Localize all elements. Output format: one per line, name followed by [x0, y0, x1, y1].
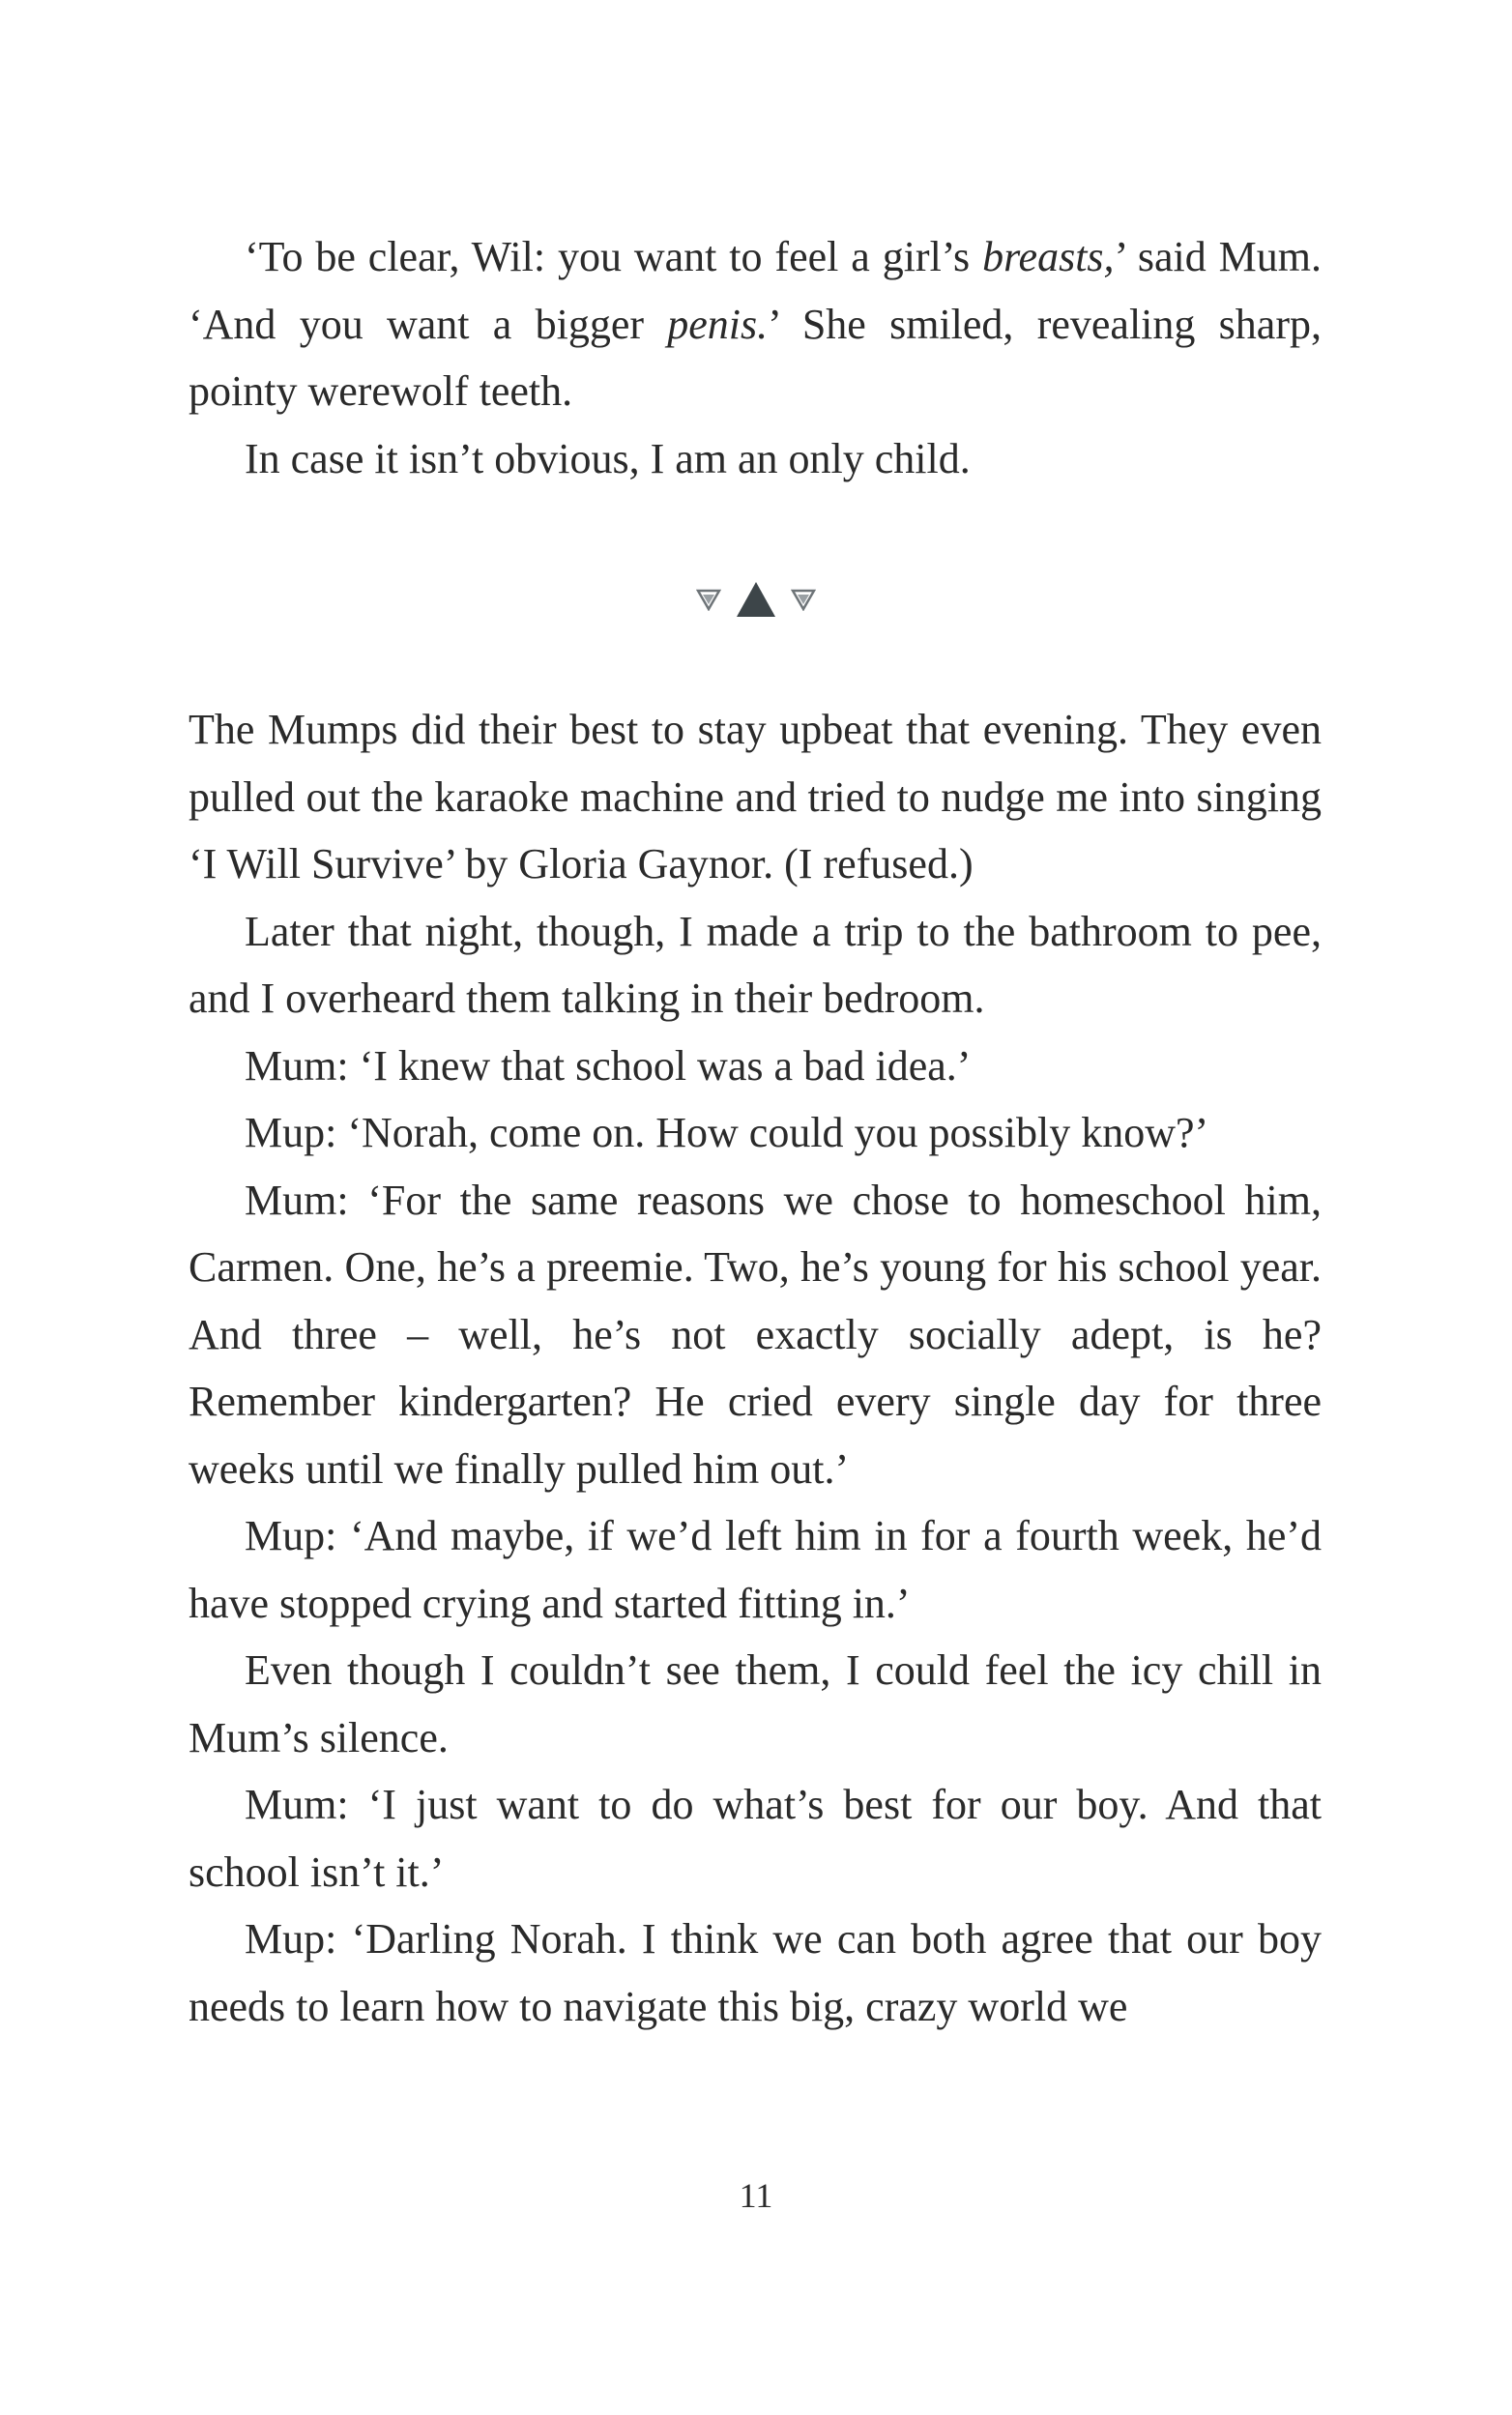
- paragraph-dialogue: [189, 223, 1322, 425]
- italic-text-run: breasts,: [982, 233, 1115, 280]
- paragraph: Later that night, though, I made a trip to the bathroom to pee, and I overheard them talking in their bedroom.: [189, 907, 1322, 1022]
- paragraph-dialogue: Mup: ‘And maybe, if we’d left him in for a fourth week, he’d have stopped crying and started fitting in.’: [189, 1512, 1322, 1627]
- bottom-text-block: [189, 696, 1322, 2040]
- paragraph-dialogue: Mum: ‘For the same reasons we chose to homeschool him, Carmen. One, he’s a preemie. Two, he’s young for his school year. And three – well, he’s not exactly socially adept, is he? Remember kindergarten? He cried every single day for three weeks until we finally pulled him out.’: [189, 1176, 1322, 1493]
- text-run: In case it isn’t obvious, I am an only child.: [245, 434, 971, 482]
- section-break-ornament: [0, 570, 1512, 628]
- small-inverted-triangle-icon: [696, 588, 721, 611]
- large-triangle-icon: [735, 580, 777, 619]
- small-inverted-triangle-icon: [791, 588, 816, 611]
- paragraph: The Mumps did their best to stay upbeat that evening. They even pulled out the karaoke machine and tried to nudge me into singing ‘I Will Survive’ by Gloria Gaynor. (I refused.): [189, 706, 1322, 887]
- text-run: ’ said Mum. ‘And you want a bigger: [189, 233, 1322, 348]
- paragraph-dialogue: Mup: ‘Darling Norah. I think we can both agree that our boy needs to learn how to navigate this big, crazy world we: [189, 1915, 1322, 2030]
- italic-text-run: penis.: [667, 300, 769, 348]
- text-run: ’ She smiled, revealing sharp, pointy werewolf teeth.: [189, 300, 1322, 415]
- paragraph: Even though I couldn’t see them, I could feel the icy chill in Mum’s silence.: [189, 1646, 1322, 1761]
- page-number: 11: [739, 2176, 773, 2215]
- text-run: ‘To be clear, Wil: you want to feel a girl’s: [245, 233, 983, 280]
- paragraph-dialogue: Mum: ‘I knew that school was a bad idea.’: [245, 1041, 972, 1090]
- paragraph: [189, 425, 1322, 493]
- paragraph-dialogue: Mum: ‘I just want to do what’s best for our boy. And that school isn’t it.’: [189, 1781, 1322, 1896]
- paragraph-dialogue: Mup: ‘Norah, come on. How could you possibly know?’: [245, 1109, 1209, 1156]
- top-text-block: [189, 223, 1322, 492]
